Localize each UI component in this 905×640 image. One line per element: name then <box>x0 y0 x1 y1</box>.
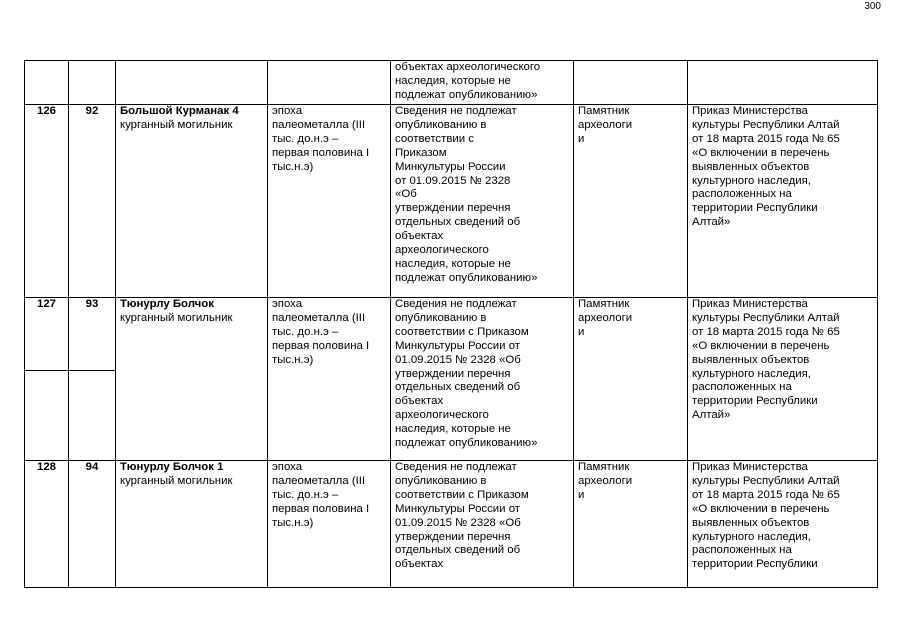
period-cell <box>268 298 391 461</box>
document-line: культуры Республики Алтай <box>692 311 840 324</box>
period-line: эпоха <box>272 298 303 310</box>
status-line: объектах археологического <box>395 61 541 73</box>
table-row-continuation <box>25 61 878 105</box>
registry-number-cell: 92 <box>69 105 116 298</box>
registry-number-cell <box>69 61 116 105</box>
period-line: тыс.н.э) <box>272 516 314 529</box>
table-row <box>25 461 878 588</box>
row-number-cell <box>25 61 69 105</box>
heritage-register-table <box>24 60 878 588</box>
status-line: подлежат опубликованию» <box>395 88 538 101</box>
object-type: курганный могильник <box>120 474 233 487</box>
category-cell <box>574 61 688 105</box>
document-line: территории Республики <box>692 202 818 215</box>
document-line: культурного наследия, <box>692 174 811 187</box>
document-line: Алтай» <box>692 216 731 229</box>
status-line: отдельных сведений об <box>395 381 521 394</box>
status-line: Сведения не подлежат <box>395 298 517 310</box>
category-line: и <box>578 488 585 501</box>
status-line: 01.09.2015 № 2328 «Об <box>395 516 521 529</box>
period-line: тыс. до.н.э – <box>272 132 339 145</box>
status-line: Минкультуры России <box>395 160 506 173</box>
document-line: выявленных объектов <box>692 516 810 529</box>
document-line: культуры Республики Алтай <box>692 118 840 131</box>
object-name-cell <box>116 461 268 588</box>
period-line: эпоха <box>272 105 303 117</box>
status-cell <box>391 105 574 298</box>
document-line: выявленных объектов <box>692 160 810 173</box>
object-name-cell <box>116 61 268 105</box>
status-line: утверждении перечня <box>395 202 511 215</box>
document-cell <box>688 61 878 105</box>
document-line: выявленных объектов <box>692 353 810 366</box>
object-name: Тюнурлу Болчок <box>120 298 214 310</box>
status-line: Сведения не подлежат <box>395 461 517 473</box>
category-cell <box>574 105 688 298</box>
document-line: Приказ Министерства <box>692 105 808 117</box>
object-name-cell <box>116 298 268 461</box>
category-cell <box>574 461 688 588</box>
period-cell <box>268 461 391 588</box>
period-line: тыс.н.э) <box>272 160 314 173</box>
status-line: Минкультуры России от <box>395 502 521 515</box>
category-line: Памятник <box>578 461 630 473</box>
status-cell <box>391 298 574 461</box>
table-row <box>25 298 878 371</box>
category-line: и <box>578 132 585 145</box>
period-line: тыс. до.н.э – <box>272 488 339 501</box>
status-line: подлежат опубликованию» <box>395 271 538 284</box>
status-line: утверждении перечня <box>395 367 511 380</box>
document-line: Приказ Министерства <box>692 298 808 310</box>
document-cell <box>688 461 878 588</box>
document-line: Алтай» <box>692 409 731 422</box>
document-line: расположенных на <box>692 188 792 201</box>
status-cell <box>391 461 574 588</box>
category-line: Памятник <box>578 105 630 117</box>
period-line: первая половина I <box>272 502 370 515</box>
category-line: и <box>578 325 585 338</box>
document-line: расположенных на <box>692 381 792 394</box>
status-line: опубликованию в <box>395 311 487 324</box>
status-line: Приказом <box>395 146 447 159</box>
document-line: «О включении в перечень <box>692 339 830 352</box>
document-cell <box>688 105 878 298</box>
object-type: курганный могильник <box>120 118 233 131</box>
object-name-cell <box>116 105 268 298</box>
document-line: Приказ Министерства <box>692 461 808 473</box>
table-row <box>25 105 878 298</box>
row-number-cell: 126 <box>25 105 69 298</box>
status-line: Минкультуры России от <box>395 339 521 352</box>
period-cell <box>268 105 391 298</box>
document-line: «О включении в перечень <box>692 146 830 159</box>
document-line: от 18 марта 2015 года № 65 <box>692 132 840 145</box>
status-line: отдельных сведений об <box>395 216 521 229</box>
status-line: подлежат опубликованию» <box>395 437 538 450</box>
period-line: палеометалла (III <box>272 118 366 131</box>
object-name: Большой Курманак 4 <box>120 105 239 117</box>
status-line: объектах <box>395 395 444 408</box>
document-line: расположенных на <box>692 544 792 557</box>
status-line: опубликованию в <box>395 118 487 131</box>
object-name: Тюнурлу Болчок 1 <box>120 461 224 473</box>
status-line: Сведения не подлежат <box>395 105 517 117</box>
status-line: отдельных сведений об <box>395 544 521 557</box>
status-line: утверждении перечня <box>395 530 511 543</box>
document-line: культурного наследия, <box>692 530 811 543</box>
document-line: территории Республики <box>692 395 818 408</box>
row-number-cell: 127 <box>25 298 69 371</box>
category-line: археологи <box>578 474 633 487</box>
empty-cell <box>69 371 116 461</box>
status-line: археологического <box>395 409 489 422</box>
period-cell <box>268 61 391 105</box>
category-line: археологи <box>578 118 633 131</box>
object-type: курганный могильник <box>120 311 233 324</box>
status-line: соответствии с Приказом <box>395 325 529 338</box>
document-line: культуры Республики Алтай <box>692 474 840 487</box>
status-line: опубликованию в <box>395 474 487 487</box>
document-line: культурного наследия, <box>692 367 811 380</box>
row-number-cell: 128 <box>25 461 69 588</box>
status-line: наследия, которые не <box>395 257 511 270</box>
status-line: археологического <box>395 244 489 257</box>
status-line: 01.09.2015 № 2328 «Об <box>395 353 521 366</box>
status-line: от 01.09.2015 № 2328 <box>395 174 511 187</box>
registry-number-cell: 94 <box>69 461 116 588</box>
period-line: первая половина I <box>272 146 370 159</box>
period-line: палеометалла (III <box>272 474 366 487</box>
status-line: наследия, которые не <box>395 423 511 436</box>
period-line: палеометалла (III <box>272 311 366 324</box>
document-line: от 18 марта 2015 года № 65 <box>692 325 840 338</box>
category-line: Памятник <box>578 298 630 310</box>
page-number: 300 <box>864 1 881 12</box>
status-line: соответствии с <box>395 132 474 145</box>
status-line: «Об <box>395 188 417 201</box>
status-line: объектах <box>395 558 444 571</box>
status-line: объектах <box>395 230 444 243</box>
registry-number-cell: 93 <box>69 298 116 371</box>
document-line: территории Республики <box>692 558 818 571</box>
status-cell <box>391 61 574 105</box>
period-line: тыс. до.н.э – <box>272 325 339 338</box>
status-line: соответствии с Приказом <box>395 488 529 501</box>
document-cell <box>688 298 878 461</box>
period-line: тыс.н.э) <box>272 353 314 366</box>
category-line: археологи <box>578 311 633 324</box>
status-line: наследия, которые не <box>395 74 511 87</box>
empty-cell <box>25 371 69 461</box>
category-cell <box>574 298 688 461</box>
period-line: эпоха <box>272 461 303 473</box>
document-line: от 18 марта 2015 года № 65 <box>692 488 840 501</box>
period-line: первая половина I <box>272 339 370 352</box>
document-line: «О включении в перечень <box>692 502 830 515</box>
